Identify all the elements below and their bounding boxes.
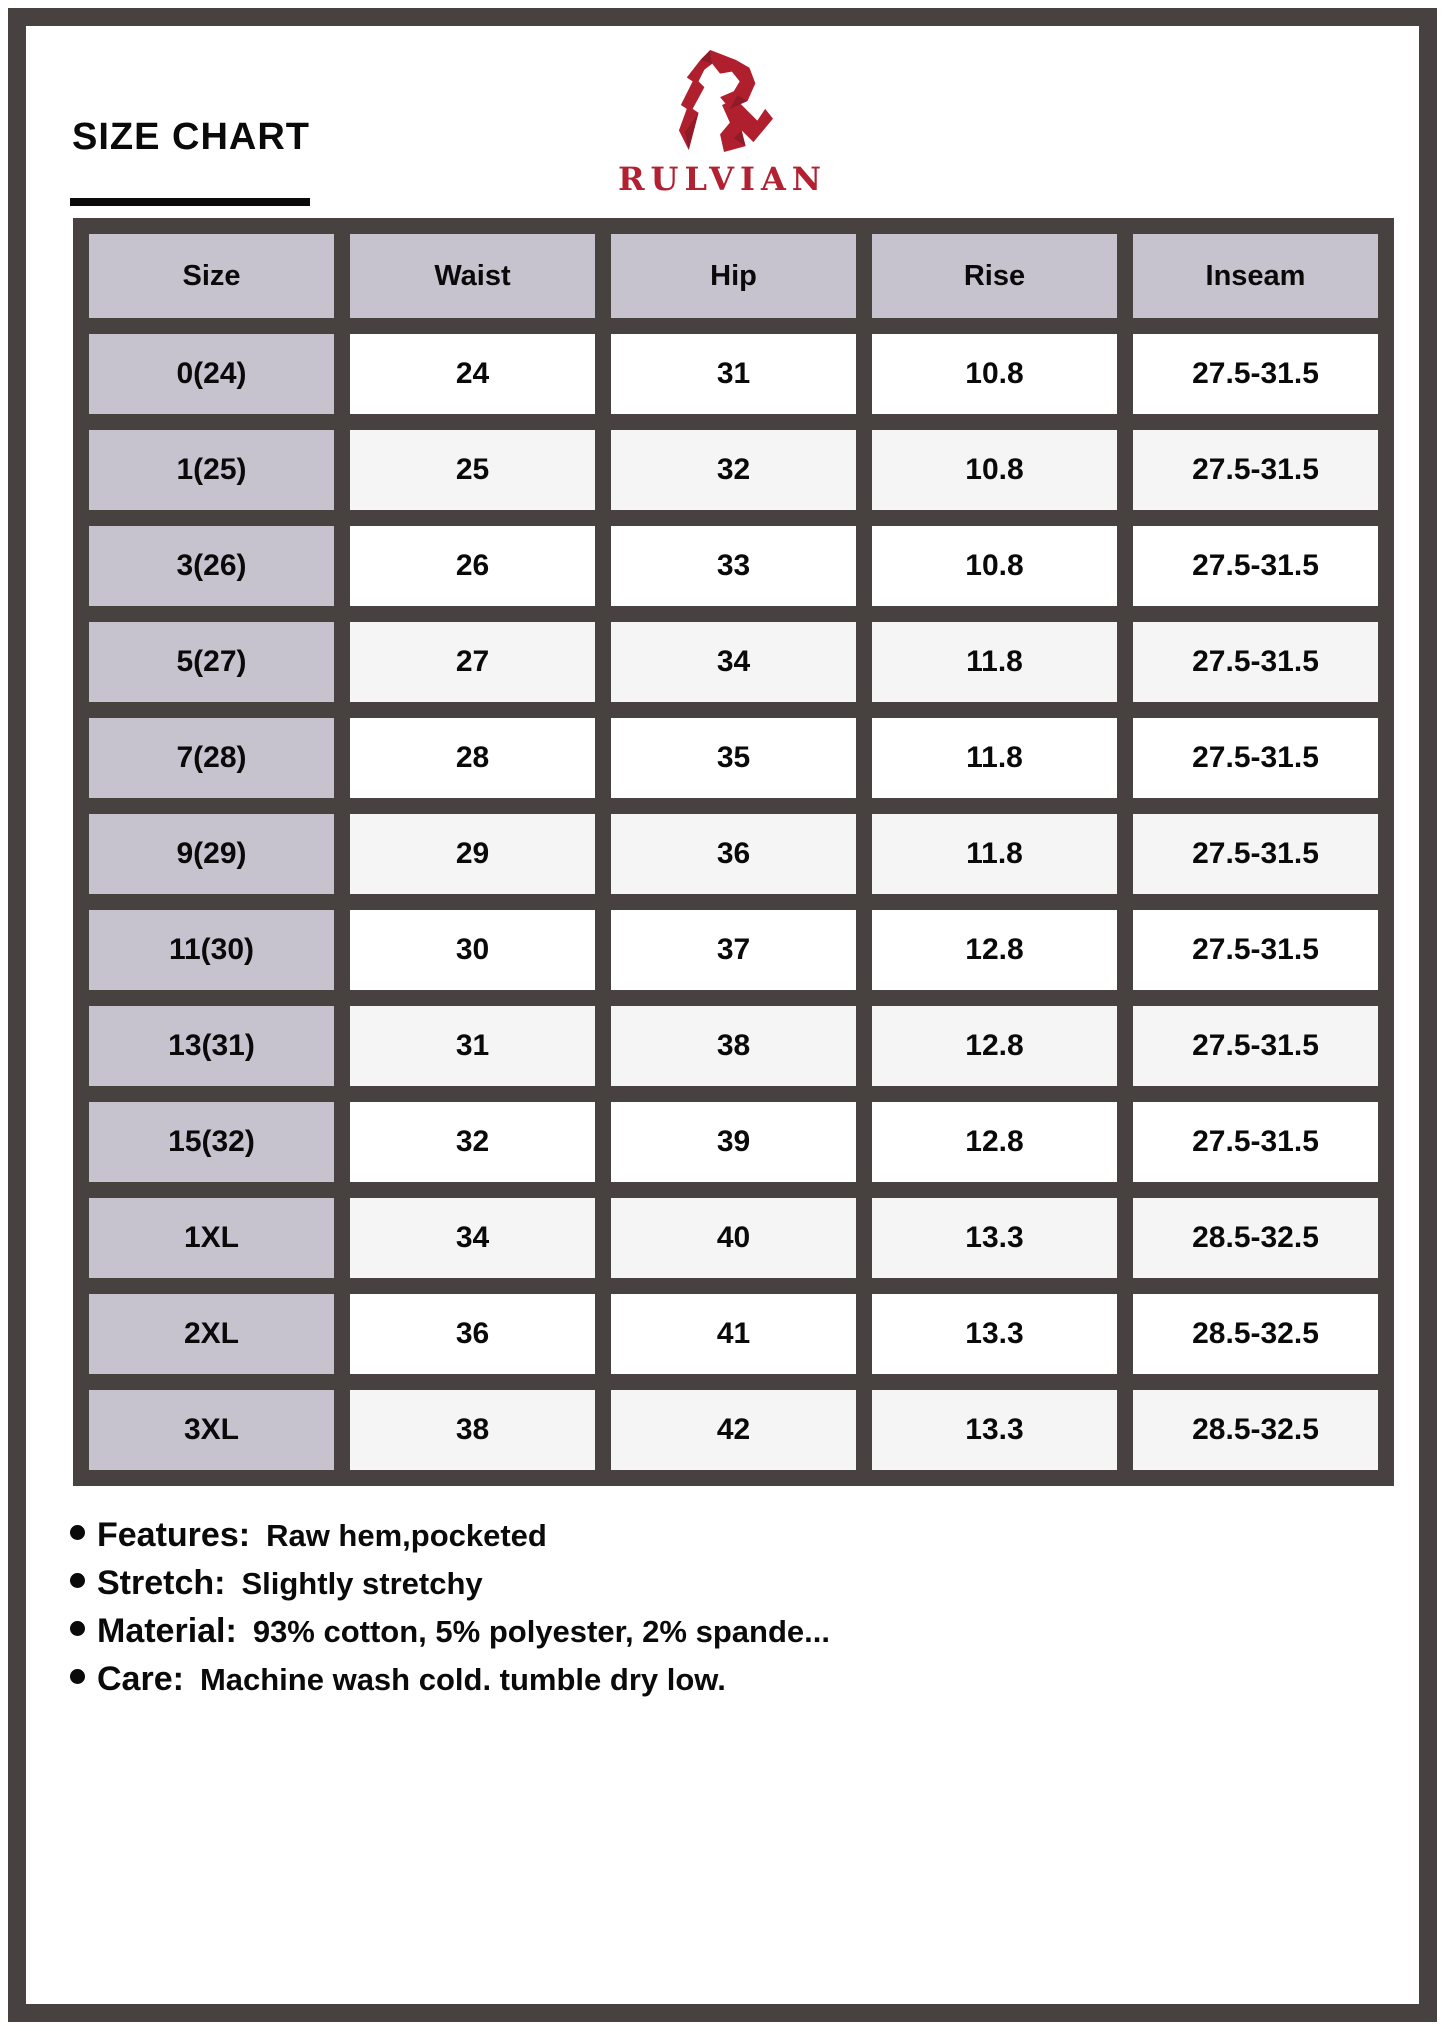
value-cell: 31 (342, 998, 603, 1094)
bullet-dot-icon (70, 1525, 85, 1540)
value-cell: 29 (342, 806, 603, 902)
value-cell: 27.5-31.5 (1125, 806, 1386, 902)
value-cell: 27.5-31.5 (1125, 422, 1386, 518)
value-cell: 27.5-31.5 (1125, 518, 1386, 614)
column-header: Waist (342, 226, 603, 326)
table-row (81, 1190, 1386, 1286)
value-cell: 12.8 (864, 998, 1125, 1094)
details-list (70, 1516, 1270, 1708)
bullet-dot-icon (70, 1621, 85, 1636)
column-header: Size (81, 226, 342, 326)
size-cell: 15(32) (81, 1094, 342, 1190)
bullet-dot-icon (70, 1669, 85, 1684)
page-title: SIZE CHART (72, 116, 310, 158)
column-header: Inseam (1125, 226, 1386, 326)
detail-value: Raw hem,pocketed (266, 1517, 547, 1553)
column-header: Hip (603, 226, 864, 326)
table-row (81, 422, 1386, 518)
table-row (81, 326, 1386, 422)
size-cell: 5(27) (81, 614, 342, 710)
value-cell: 27.5-31.5 (1125, 902, 1386, 998)
table-row (81, 998, 1386, 1094)
value-cell: 13.3 (864, 1286, 1125, 1382)
table-row (81, 614, 1386, 710)
value-cell: 40 (603, 1190, 864, 1286)
value-cell: 12.8 (864, 1094, 1125, 1190)
size-cell: 11(30) (81, 902, 342, 998)
value-cell: 31 (603, 326, 864, 422)
value-cell: 11.8 (864, 710, 1125, 806)
value-cell: 39 (603, 1094, 864, 1190)
value-cell: 13.3 (864, 1190, 1125, 1286)
value-cell: 11.8 (864, 806, 1125, 902)
size-cell: 7(28) (81, 710, 342, 806)
value-cell: 27.5-31.5 (1125, 326, 1386, 422)
size-cell: 13(31) (81, 998, 342, 1094)
value-cell: 13.3 (864, 1382, 1125, 1478)
value-cell: 36 (603, 806, 864, 902)
value-cell: 27 (342, 614, 603, 710)
detail-value: Slightly stretchy (241, 1565, 483, 1601)
value-cell: 36 (342, 1286, 603, 1382)
value-cell: 33 (603, 518, 864, 614)
table-row (81, 1286, 1386, 1382)
value-cell: 30 (342, 902, 603, 998)
detail-line (70, 1564, 1270, 1603)
detail-label: Stretch: (97, 1564, 226, 1602)
value-cell: 27.5-31.5 (1125, 1094, 1386, 1190)
value-cell: 32 (603, 422, 864, 518)
rulvian-r-icon (675, 48, 773, 156)
value-cell: 34 (342, 1190, 603, 1286)
value-cell: 25 (342, 422, 603, 518)
value-cell: 11.8 (864, 614, 1125, 710)
size-cell: 1XL (81, 1190, 342, 1286)
value-cell: 38 (342, 1382, 603, 1478)
table-row (81, 1382, 1386, 1478)
size-cell: 3(26) (81, 518, 342, 614)
value-cell: 12.8 (864, 902, 1125, 998)
table-row (81, 1094, 1386, 1190)
value-cell: 10.8 (864, 518, 1125, 614)
detail-line (70, 1660, 1270, 1699)
value-cell: 24 (342, 326, 603, 422)
value-cell: 10.8 (864, 326, 1125, 422)
value-cell: 10.8 (864, 422, 1125, 518)
table-row (81, 518, 1386, 614)
value-cell: 32 (342, 1094, 603, 1190)
size-cell: 0(24) (81, 326, 342, 422)
value-cell: 41 (603, 1286, 864, 1382)
title-underline (70, 198, 310, 206)
detail-label: Material: (97, 1612, 237, 1650)
size-cell: 1(25) (81, 422, 342, 518)
value-cell: 34 (603, 614, 864, 710)
value-cell: 28.5-32.5 (1125, 1382, 1386, 1478)
table-body (81, 326, 1386, 1478)
size-cell: 3XL (81, 1382, 342, 1478)
size-cell: 2XL (81, 1286, 342, 1382)
detail-value: Machine wash cold. tumble dry low. (199, 1661, 726, 1697)
detail-line (70, 1612, 1270, 1651)
detail-value: 93% cotton, 5% polyester, 2% spande... (252, 1613, 830, 1649)
value-cell: 28.5-32.5 (1125, 1190, 1386, 1286)
brand-name: RULVIAN (617, 160, 828, 198)
detail-label: Care: (97, 1660, 184, 1698)
value-cell: 37 (603, 902, 864, 998)
detail-line (70, 1516, 1270, 1555)
value-cell: 27.5-31.5 (1125, 710, 1386, 806)
value-cell: 38 (603, 998, 864, 1094)
table-row (81, 902, 1386, 998)
value-cell: 26 (342, 518, 603, 614)
column-header: Rise (864, 226, 1125, 326)
value-cell: 28 (342, 710, 603, 806)
table-row (81, 806, 1386, 902)
table-row (81, 710, 1386, 806)
value-cell: 27.5-31.5 (1125, 998, 1386, 1094)
value-cell: 28.5-32.5 (1125, 1286, 1386, 1382)
value-cell: 27.5-31.5 (1125, 614, 1386, 710)
size-cell: 9(29) (81, 806, 342, 902)
size-table (73, 218, 1394, 1486)
value-cell: 35 (603, 710, 864, 806)
header-row (81, 226, 1386, 326)
value-cell: 42 (603, 1382, 864, 1478)
bullet-dot-icon (70, 1573, 85, 1588)
detail-label: Features: (97, 1516, 251, 1554)
